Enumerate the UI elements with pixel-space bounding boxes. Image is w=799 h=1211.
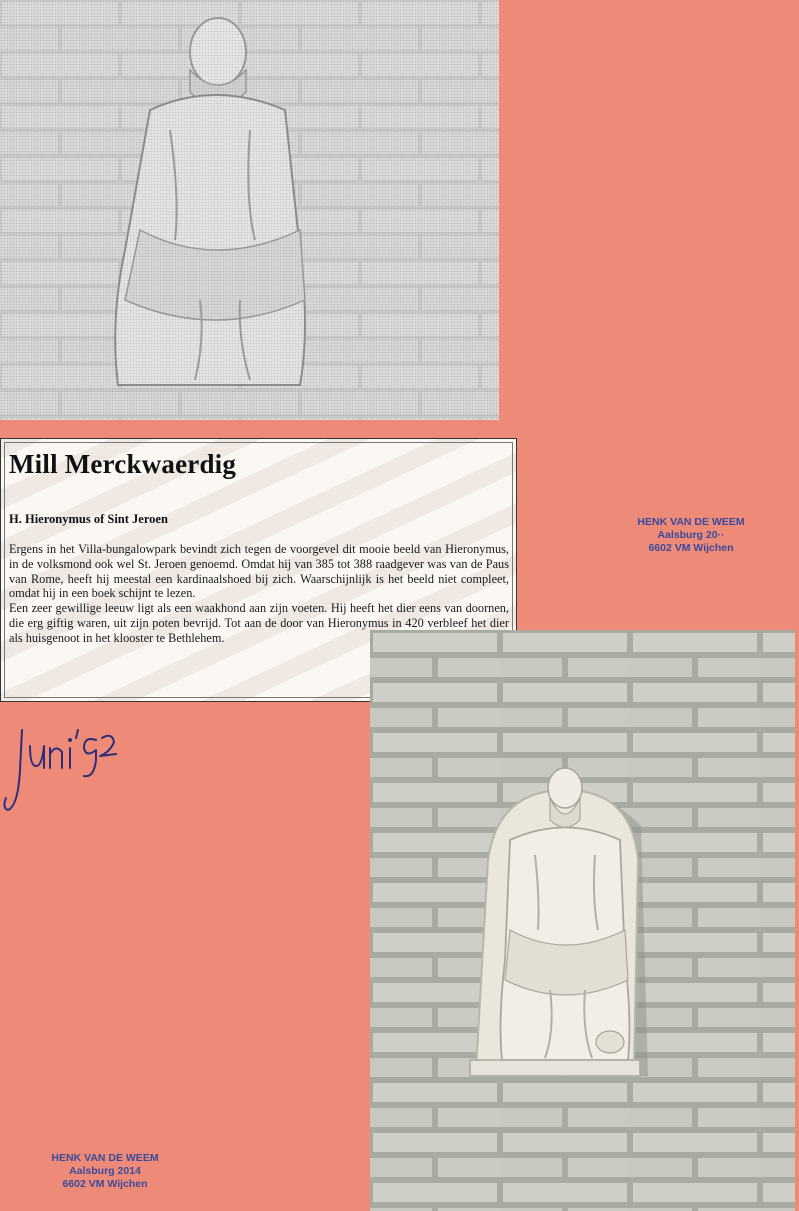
address-stamp-left [40,1152,170,1191]
stamp-right-city: 6602 VM Wijchen [648,542,734,554]
stamp-right-street: Aalsburg 20·· [657,529,725,541]
stamp-right-name: HENK VAN DE WEEM [637,516,745,528]
handwritten-date-signature [0,718,120,813]
stamp-left-name: HENK VAN DE WEEM [51,1152,159,1164]
stamp-left-street: Aalsburg 2014 [69,1165,141,1177]
statue-photo-newspaper-image [0,0,499,420]
clipping-subtitle: H. Hieronymus of Sint Jeroen [9,512,168,526]
clipping-paragraph-2: Een zeer gewillige leeuw ligt als een waakhond aan zijn voeten. Hij heeft het dier eens van doornen, die erg giftig waren, uit zijn poten bevrijd. Tot aan de door van Hieronymus in 420 verbleef het dier als huisgenoot in het klooster te Bethlehem. [9,601,509,645]
stamp-left-city: 6602 VM Wijchen [62,1178,148,1190]
statue-photo-color-image [370,630,795,1211]
address-stamp-right [626,516,756,555]
handwritten-date [0,718,120,813]
statue-photo-newspaper [0,0,499,420]
clipping-paragraph-1: Ergens in het Villa-bungalowpark bevindt zich tegen de voorgevel dit mooie beeld van Hieronymus, in de volksmond ook wel St. Jeroen genoemd. Omdat hij van 385 tot 388 raadgever was van de Paus van Rome, heeft hij meestal een kardinaalshoed bij zich. Waarschijnlijk is het beeld niet compleet, omdat hij in een boek schijnt te lezen. [9,542,509,601]
clipping-title: Mill Merckwaerdig [9,449,237,479]
statue-photo-color [370,630,795,1211]
